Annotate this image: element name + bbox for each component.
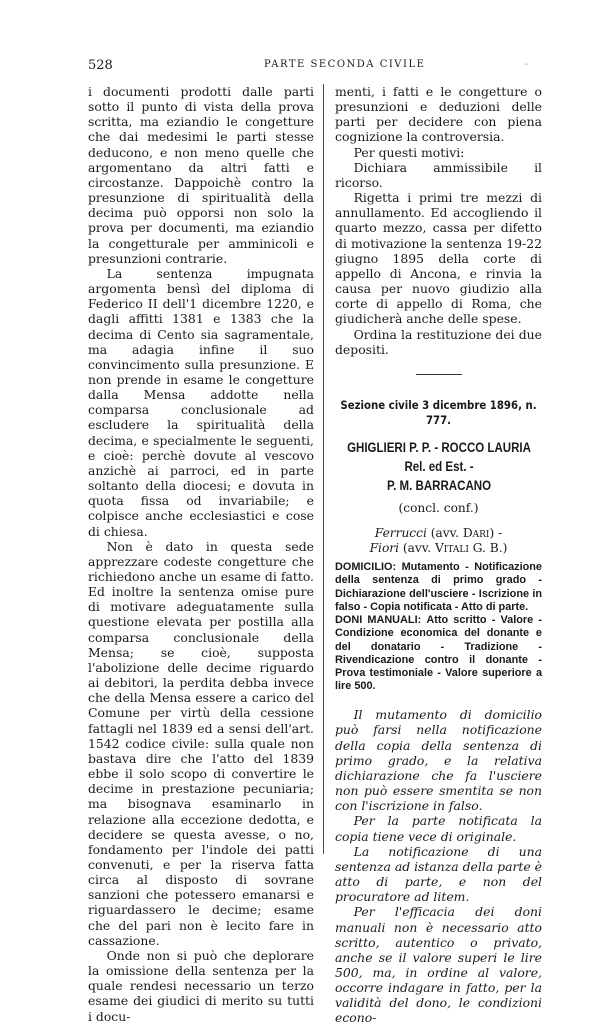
section-separator xyxy=(416,374,462,375)
keyword-heading: DOMICILIO: xyxy=(335,561,397,574)
counsel-suffix: ) xyxy=(502,541,508,556)
page-header xyxy=(88,58,528,76)
paragraph: Non è dato in questa sede apprezzare codeste congetture che richiedono anche un esame di fatto. Ed inoltre la sentenza omise pure di motivare adeguatamente sulla questione elevata per postilla alla comparsa conclusionale della Mensa; se cioè, supposta l'abolizione delle decime riguardo ai debitori, la perdita debba invece che della Mensa essere a carico del Comune per virtù della cessione fattagli nel 1839 ed a sensi dell'art. 1542 codice civile: sulla quale non bastava dire che l'atto del 1839 ebbe il solo scopo di convertire le decime in prestazione pecuniaria; ma bisognava esaminarlo in relazione alla eccezione dedotta, e decidere se questa avesse, o no, fondamento per l'indole dei patti convenuti, e per la riserva fatta circa al disposto di sovrane sanzioni che potessero emanarsi e riguardassero le decime; esame che del pari non è lecito fare in cassazione. xyxy=(88,538,314,948)
right-column xyxy=(335,84,542,1026)
section-title: Sezione civile 3 dicembre 1896, n. 777. xyxy=(340,398,537,427)
paragraph: i documenti prodotti dalle parti sotto il punto di vista della prova scritta, ma eziandio le congetture che dai medesimi le parti stesse deducono, e non meno quelle che argomentano da altri fatti e circostanze. Dappoichè contro la presunzione di spiritualità della decima può opporsi non solo la prova per documenti, ma eziandio la congetturale per amminicoli e presunzioni contrarie. xyxy=(88,84,314,266)
counsel-suffix: ) - xyxy=(489,526,503,541)
counsel-name: Vitali G. B. xyxy=(434,541,503,556)
counsel-name: Dari xyxy=(462,526,490,541)
paragraph: menti, i fatti e le congetture o presunzioni e deduzioni delle parti per decidere con piena cognizione la controversia. xyxy=(335,84,542,145)
parties-line: GHIGLIERI P. P. - ROCCO LAURIA Rel. ed Est. - xyxy=(347,440,531,475)
principle: Per la parte notificata la copia tiene vece di originale. xyxy=(335,813,542,844)
paragraph: Onde non si può che deplorare la omissione della sentenza per la quale rendesi necessario un terzo esame dei giudici di merito su tutti i docu- xyxy=(88,947,314,1024)
principle: Per l'efficacia dei doni manuali non è necessario atto scritto, autentico o privato, anche se il valore superi le lire 500, ma, in ordine al valore, occorre indagare in fatto, per la validità del dono, le condizioni econo- xyxy=(335,904,542,1026)
parties-line: P. M. BARRACANO xyxy=(386,478,492,494)
keyword-entry xyxy=(335,614,542,693)
principle: Il mutamento di domicilio può farsi nella notificazione della copia della sentenza di primo grado, e la relativa dichiarazione che fa l'usciere non può essere smentita se non con l'iscrizione in falso. xyxy=(335,707,542,814)
left-column xyxy=(88,84,314,1024)
running-title: PARTE SECONDA CIVILE xyxy=(264,59,426,70)
column-divider xyxy=(323,84,324,854)
counsel-prefix: (avv. xyxy=(402,541,435,556)
paragraph: Dichiara ammissibile il ricorso. xyxy=(335,159,542,190)
litigant-line xyxy=(335,526,542,541)
paragraph: La sentenza impugnata argomenta bensì del diploma di Federico II dell'1 dicembre 1220, e dagli affitti 1381 e 1383 che la decima di Cento sia sagramentale, ma adagia infine il suo convincimento sulla presunzione. E non prende in esame le congetture dalla Mensa addotte nella comparsa conclusionale ad escludere la spiritualità della decima, e specialmente le seguenti, e cioè: perchè dovute al vescovo anzichè ai parroci, ed in parte soltanto della diocesi; e dovuta in quota fissa od invariabile; e colpisce anche ecclesiastici e cose di chiesa. xyxy=(88,265,314,539)
keywords-block xyxy=(335,561,542,693)
keyword-text: Mutamento - Notificazione della sentenza di primo grado - Dichiarazione dell'usciere - Iscrizione in falso - Copia notificata - Atto di parte. xyxy=(335,561,542,613)
legal-principles xyxy=(335,707,542,1025)
litigants xyxy=(335,526,542,556)
principle: La notificazione di una sentenza ad istanza della parte è atto di parte, e non del procuratore ad litem. xyxy=(335,843,542,905)
litigant-line xyxy=(335,541,542,556)
paragraph: Ordina la restituzione dei due depositi. xyxy=(335,326,542,357)
keyword-text: Atto scritto - Valore - Condizione economica del donante e del donatario - Tradizione - Rivendicazione contro il donante - Prova testimoniale - Valore superiore a lire 500. xyxy=(335,614,542,693)
header-mark: - xyxy=(524,59,528,70)
keyword-entry xyxy=(335,561,542,614)
litigant-name: Ferrucci xyxy=(374,526,427,541)
paragraph: Per questi motivi: xyxy=(353,144,465,160)
conclusion-note: (concl. conf.) xyxy=(398,501,479,516)
court-composition xyxy=(339,438,539,495)
paragraph: Rigetta i primi tre mezzi di annullamento. Ed accogliendo il quarto mezzo, cassa per difetto di motivazione la sentenza 19-22 giugno 1895 della corte di appello di Ancona, e rinvia la causa per nuovo giudizio alla corte di appello di Roma, che giudicherà anche delle spese. xyxy=(335,190,542,327)
page-number: 528 xyxy=(88,58,113,73)
litigant-name: Fiori xyxy=(369,541,400,556)
keyword-heading: DONI MANUALI: xyxy=(335,614,422,627)
counsel-prefix: (avv. xyxy=(430,526,463,541)
